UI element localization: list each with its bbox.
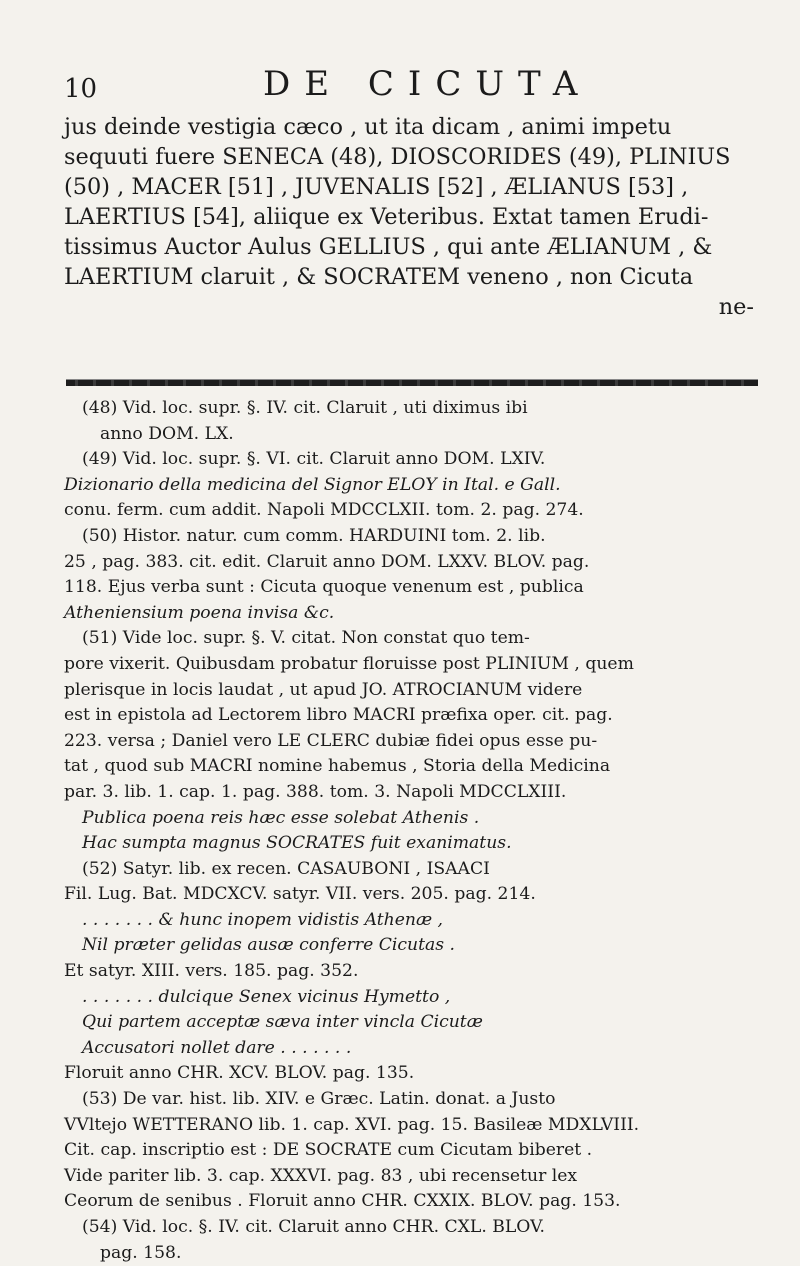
running-title: DE CICUTA — [263, 64, 592, 104]
verse-line: Hac sumpta magnus SOCRATES fuit exanimatus. — [82, 833, 512, 854]
footnote-line: VVltejo WETTERANO lib. 1. cap. XVI. pag. 15. Basileæ MDXLVIII. — [64, 1114, 640, 1135]
footnote-line: tat , quod sub MACRI nomine habemus , Storia della Medicina — [64, 756, 611, 777]
footnote-line: pore vixerit. Quibusdam probatur floruisse post PLINIUM , quem — [64, 653, 634, 674]
footnote-line: Dizionario della medicina del Signor ELOY in Ital. e Gall. — [64, 474, 561, 495]
footnote-line: (53) De var. hist. lib. XIV. e Græc. Latin. donat. a Justo — [82, 1089, 556, 1110]
footnote-line: 223. versa ; Daniel vero LE CLERC dubiæ fidei opus esse pu- — [64, 730, 598, 751]
verse-line: . . . . . . . dulcique Senex vicinus Hymetto , — [82, 986, 451, 1007]
footnote-line: par. 3. lib. 1. cap. 1. pag. 388. tom. 3. Napoli MDCCLXIII. — [64, 781, 567, 802]
text-line: sequuti fuere SENECA (48), DIOSCORIDES (49), PLINIUS — [64, 144, 731, 170]
text-line: tissimus Auctor Aulus GELLIUS , qui ante ÆLIANUM , & — [64, 234, 713, 260]
text-line: LAERTIUS [54], aliique ex Veteribus. Extat tamen Erudi- — [64, 204, 709, 230]
verse-line: Nil præter gelidas ausæ conferre Cicutas . — [82, 935, 455, 956]
verse-line: Accusatori nollet dare . . . . . . . — [82, 1037, 352, 1058]
verse-line: . . . . . . . & hunc inopem vidistis Athenæ , — [82, 909, 444, 930]
footnote-line: Et satyr. XIII. vers. 185. pag. 352. — [64, 961, 359, 982]
main-text — [64, 112, 754, 322]
footnote-line: (48) Vid. loc. supr. §. IV. cit. Claruit , uti diximus ibi — [82, 398, 528, 418]
page-number: 10 — [64, 74, 98, 104]
page-header — [0, 64, 800, 114]
separator-rule — [66, 379, 758, 386]
footnote-line: Fil. Lug. Bat. MDCXCV. satyr. VII. vers. 205. pag. 214. — [64, 884, 536, 905]
footnote-line: Vide pariter lib. 3. cap. XXXVI. pag. 83 , ubi recensetur lex — [64, 1165, 578, 1186]
footnote-line: anno DOM. LX. — [100, 423, 234, 444]
footnote-line: 118. Ejus verba sunt : Cicuta quoque venenum est , publica — [64, 577, 584, 598]
footnote-line: plerisque in locis laudat , ut apud JO. ATROCIANUM videre — [64, 679, 583, 700]
catchword: ne- — [718, 294, 754, 320]
text-line: LAERTIUM claruit , & SOCRATEM veneno , non Cicuta — [64, 264, 694, 290]
text-line: (50) , MACER [51] , JUVENALIS [52] , ÆLIANUS [53] , — [64, 174, 689, 200]
footnote-line: 25 , pag. 383. cit. edit. Claruit anno DOM. LXXV. BLOV. pag. — [64, 551, 590, 572]
footnote-line: (51) Vide loc. supr. §. V. citat. Non constat quo tem- — [82, 628, 530, 649]
footnotes — [64, 396, 754, 1266]
footnote-line: Atheniensium poena invisa &c. — [64, 602, 335, 623]
footnote-line: est in epistola ad Lectorem libro MACRI præfixa oper. cit. pag. — [64, 705, 613, 726]
footnote-line: conu. ferm. cum addit. Napoli MDCCLXII. tom. 2. pag. 274. — [64, 500, 584, 521]
footnote-line: Floruit anno CHR. XCV. BLOV. pag. 135. — [64, 1063, 415, 1084]
footnote-line: pag. 158. — [100, 1242, 182, 1263]
footnote-line: (49) Vid. loc. supr. §. VI. cit. Claruit anno DOM. LXIV. — [82, 449, 546, 470]
verse-line: Publica poena reis hæc esse solebat Athenis . — [82, 807, 480, 828]
footnote-line: (50) Histor. natur. cum comm. HARDUINI tom. 2. lib. — [82, 525, 546, 546]
footnote-line: Cit. cap. inscriptio est : DE SOCRATE cum Cicutam biberet . — [64, 1140, 593, 1161]
footnote-line: Ceorum de senibus . Floruit anno CHR. CXXIX. BLOV. pag. 153. — [64, 1191, 621, 1212]
footnote-line: (54) Vid. loc. §. IV. cit. Claruit anno CHR. CXL. BLOV. — [82, 1217, 545, 1237]
text-line: jus deinde vestigia cæco , ut ita dicam , animi impetu — [64, 114, 672, 140]
footnote-line: (52) Satyr. lib. ex recen. CASAUBONI , ISAACI — [82, 858, 490, 879]
verse-line: Qui partem acceptæ sæva inter vincla Cicutæ — [82, 1012, 483, 1033]
